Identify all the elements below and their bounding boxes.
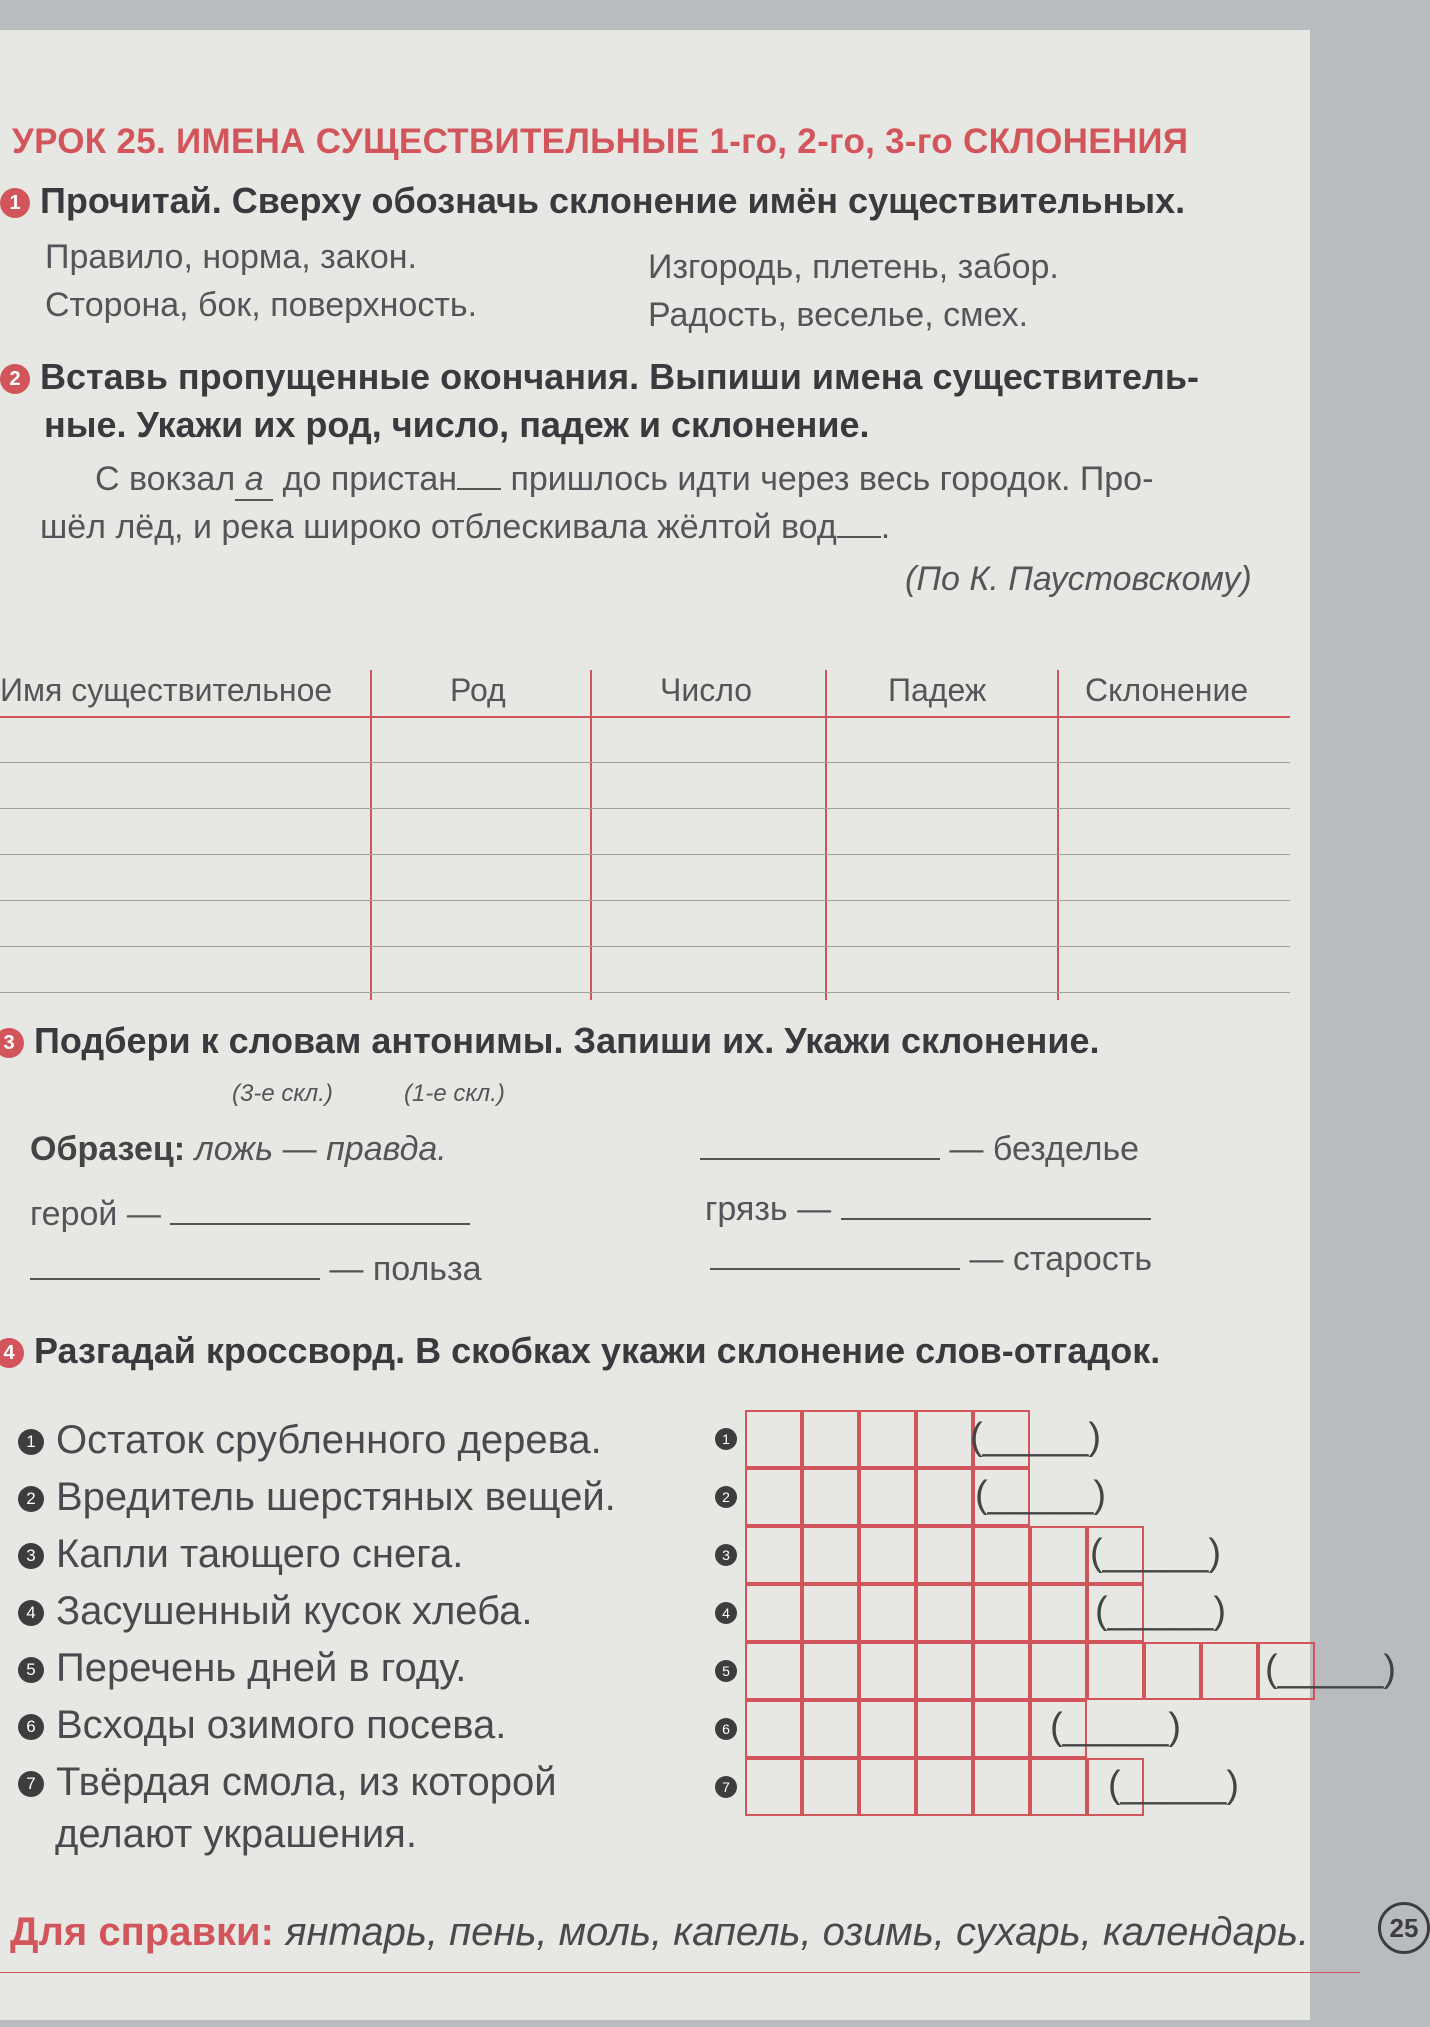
crossword-row-number: 2 bbox=[715, 1486, 737, 1508]
declension-answer-blank[interactable]: (_____) bbox=[975, 1474, 1106, 1516]
crossword-cell[interactable] bbox=[973, 1526, 1030, 1584]
declension-answer-blank[interactable]: (_____) bbox=[970, 1416, 1101, 1458]
crossword-cell[interactable] bbox=[916, 1410, 973, 1468]
crossword-cell[interactable] bbox=[973, 1584, 1030, 1642]
crossword-clue-6: 6 Всходы озимого посева. bbox=[18, 1703, 506, 1748]
task-2-number: 2 bbox=[0, 364, 30, 394]
crossword-cell[interactable] bbox=[859, 1758, 916, 1816]
task-3-number: 3 bbox=[0, 1028, 24, 1058]
table-row-line bbox=[0, 854, 1290, 855]
declension-note-2: (1-е скл.) bbox=[404, 1080, 505, 1107]
crossword-clue-3: 3 Капли тающего снега. bbox=[18, 1532, 463, 1577]
crossword-cell[interactable] bbox=[802, 1700, 859, 1758]
answer-blank[interactable] bbox=[841, 1218, 1151, 1220]
crossword-cell[interactable] bbox=[916, 1526, 973, 1584]
declension-note-1: (3-е скл.) bbox=[232, 1080, 333, 1107]
column-header-number: Число bbox=[660, 672, 753, 708]
table-row-line bbox=[0, 762, 1290, 763]
answer-blank[interactable] bbox=[30, 1278, 320, 1280]
table-row-line bbox=[0, 900, 1290, 901]
crossword-cell[interactable] bbox=[859, 1642, 916, 1700]
task-1-line-1: Правило, норма, закон. bbox=[45, 238, 417, 276]
crossword-cell[interactable] bbox=[1144, 1642, 1201, 1700]
column-divider bbox=[370, 670, 372, 1000]
crossword-clue-7: 7 Твёрдая смола, из которой bbox=[18, 1760, 557, 1805]
source-attribution: (По К. Паустовскому) bbox=[905, 560, 1252, 598]
task-2-text-line-1: Вставь пропущенные окончания. Выпиши имена существитель- bbox=[40, 356, 1199, 397]
column-header-gender: Род bbox=[450, 672, 506, 708]
task-3-instruction bbox=[0, 1020, 1100, 1062]
crossword-cell[interactable] bbox=[973, 1700, 1030, 1758]
column-header-noun: Имя существительное bbox=[0, 672, 333, 708]
crossword-cell[interactable] bbox=[859, 1584, 916, 1642]
task-1-line-4: Радость, веселье, смех. bbox=[648, 296, 1029, 334]
crossword-cell[interactable] bbox=[802, 1584, 859, 1642]
crossword-cell[interactable] bbox=[1087, 1642, 1144, 1700]
crossword-cell[interactable] bbox=[745, 1410, 802, 1468]
antonym-row-polza: — польза bbox=[30, 1250, 482, 1289]
crossword-cell[interactable] bbox=[745, 1700, 802, 1758]
crossword-cell[interactable] bbox=[802, 1410, 859, 1468]
crossword-clue-2: 2 Вредитель шерстяных вещей. bbox=[18, 1475, 616, 1520]
crossword-cell[interactable] bbox=[973, 1642, 1030, 1700]
crossword-cell[interactable] bbox=[916, 1700, 973, 1758]
crossword-row-number: 1 bbox=[715, 1428, 737, 1450]
declension-answer-blank[interactable]: (_____) bbox=[1095, 1590, 1226, 1632]
reference-words: янтарь, пень, моль, капель, озимь, сухарь, календарь. bbox=[285, 1910, 1310, 1954]
declension-answer-blank[interactable]: (_____) bbox=[1090, 1532, 1221, 1574]
lesson-heading: УРОК 25. ИМЕНА СУЩЕСТВИТЕЛЬНЫЕ 1-го, 2-го, 3-го СКЛОНЕНИЯ bbox=[12, 122, 1189, 161]
task-2-text-line-2: ные. Укажи их род, число, падеж и склонение. bbox=[44, 404, 870, 445]
table-row-line bbox=[0, 946, 1290, 947]
crossword-cell[interactable] bbox=[1030, 1642, 1087, 1700]
antonym-row-starost: — старость bbox=[710, 1240, 1152, 1279]
crossword-cell[interactable] bbox=[859, 1410, 916, 1468]
crossword-cell[interactable] bbox=[802, 1758, 859, 1816]
task-1-line-2: Изгородь, плетень, забор. bbox=[648, 248, 1059, 286]
task-1-instruction bbox=[0, 180, 1185, 222]
crossword-row-number: 4 bbox=[715, 1602, 737, 1624]
column-header-declension: Склонение bbox=[1085, 672, 1249, 708]
reference-label: Для справки: bbox=[10, 1910, 274, 1954]
answer-blank[interactable] bbox=[710, 1268, 960, 1270]
crossword-row-number: 6 bbox=[715, 1718, 737, 1740]
crossword-cell[interactable] bbox=[1030, 1584, 1087, 1642]
exercise-text-line-1: С вокзал а до пристан пришлось идти через весь городок. Про- bbox=[95, 460, 1153, 501]
table-header-rule bbox=[0, 716, 1290, 718]
crossword-cell[interactable] bbox=[859, 1700, 916, 1758]
crossword-cell[interactable] bbox=[802, 1526, 859, 1584]
crossword-cell[interactable] bbox=[916, 1584, 973, 1642]
antonym-row-geroy: герой — bbox=[30, 1195, 470, 1234]
table-row-line bbox=[0, 992, 1290, 993]
filled-ending[interactable]: а bbox=[235, 460, 273, 501]
column-divider bbox=[1057, 670, 1059, 1000]
task-4-number: 4 bbox=[0, 1338, 24, 1368]
crossword-row-number: 3 bbox=[715, 1544, 737, 1566]
task-1-line-3: Сторона, бок, поверхность. bbox=[45, 286, 478, 324]
declension-answer-blank[interactable]: (_____) bbox=[1108, 1764, 1239, 1806]
crossword-cell[interactable] bbox=[859, 1468, 916, 1526]
crossword-cell[interactable] bbox=[745, 1758, 802, 1816]
crossword-cell[interactable] bbox=[745, 1584, 802, 1642]
crossword-row-number: 7 bbox=[715, 1776, 737, 1798]
crossword-cell[interactable] bbox=[745, 1468, 802, 1526]
crossword-cell[interactable] bbox=[973, 1758, 1030, 1816]
declension-answer-blank[interactable]: (_____) bbox=[1050, 1706, 1181, 1748]
task-2-instruction bbox=[0, 356, 1199, 398]
antonym-row-bezdelye: — безделье bbox=[700, 1130, 1139, 1169]
crossword-row-number: 5 bbox=[715, 1660, 737, 1682]
table-row-line bbox=[0, 808, 1290, 809]
task-4-instruction bbox=[0, 1330, 1160, 1372]
crossword-cell[interactable] bbox=[1201, 1642, 1258, 1700]
workbook-page bbox=[0, 30, 1396, 2020]
task-1-number: 1 bbox=[0, 188, 30, 218]
crossword-clue-5: 5 Перечень дней в году. bbox=[18, 1646, 466, 1691]
crossword-cell[interactable] bbox=[916, 1642, 973, 1700]
crossword-cell[interactable] bbox=[1030, 1758, 1087, 1816]
crossword-cell[interactable] bbox=[802, 1642, 859, 1700]
crossword-cell[interactable] bbox=[859, 1526, 916, 1584]
answer-blank[interactable] bbox=[170, 1223, 470, 1225]
task-1-text: Прочитай. Сверху обозначь склонение имён существительных. bbox=[40, 180, 1186, 221]
crossword-clue-7-continued: делают украшения. bbox=[55, 1812, 417, 1856]
answer-blank[interactable] bbox=[700, 1158, 940, 1160]
crossword-cell[interactable] bbox=[745, 1642, 802, 1700]
crossword-cell[interactable] bbox=[916, 1468, 973, 1526]
crossword-clue-4: 4 Засушенный кусок хлеба. bbox=[18, 1589, 532, 1634]
crossword-cell[interactable] bbox=[745, 1526, 802, 1584]
ending-blank[interactable] bbox=[837, 536, 881, 538]
declension-answer-blank[interactable]: (_____) bbox=[1265, 1648, 1396, 1690]
crossword-cell[interactable] bbox=[916, 1758, 973, 1816]
crossword-clue-1: 1 Остаток срубленного дерева. bbox=[18, 1418, 602, 1463]
page-number: 25 bbox=[1378, 1902, 1430, 1954]
crossword-cell[interactable] bbox=[802, 1468, 859, 1526]
crossword-cell[interactable] bbox=[1030, 1526, 1087, 1584]
bottom-rule bbox=[0, 1972, 1360, 1973]
column-header-case: Падеж bbox=[888, 672, 987, 708]
antonym-row-gryaz: грязь — bbox=[705, 1190, 1151, 1229]
exercise-text-line-2: шёл лёд, и река широко отблескивала жёлтой вод . bbox=[40, 508, 891, 546]
column-divider bbox=[590, 670, 592, 1000]
ending-blank[interactable] bbox=[457, 488, 501, 490]
column-divider bbox=[825, 670, 827, 1000]
task-4-text: Разгадай кроссворд. В скобках укажи склонение слов-отгадок. bbox=[34, 1330, 1161, 1371]
task-3-text: Подбери к словам антонимы. Запиши их. Укажи склонение. bbox=[34, 1020, 1100, 1061]
reference-line bbox=[10, 1910, 1309, 1955]
sample-line: Образец: ложь — правда. bbox=[30, 1130, 447, 1168]
